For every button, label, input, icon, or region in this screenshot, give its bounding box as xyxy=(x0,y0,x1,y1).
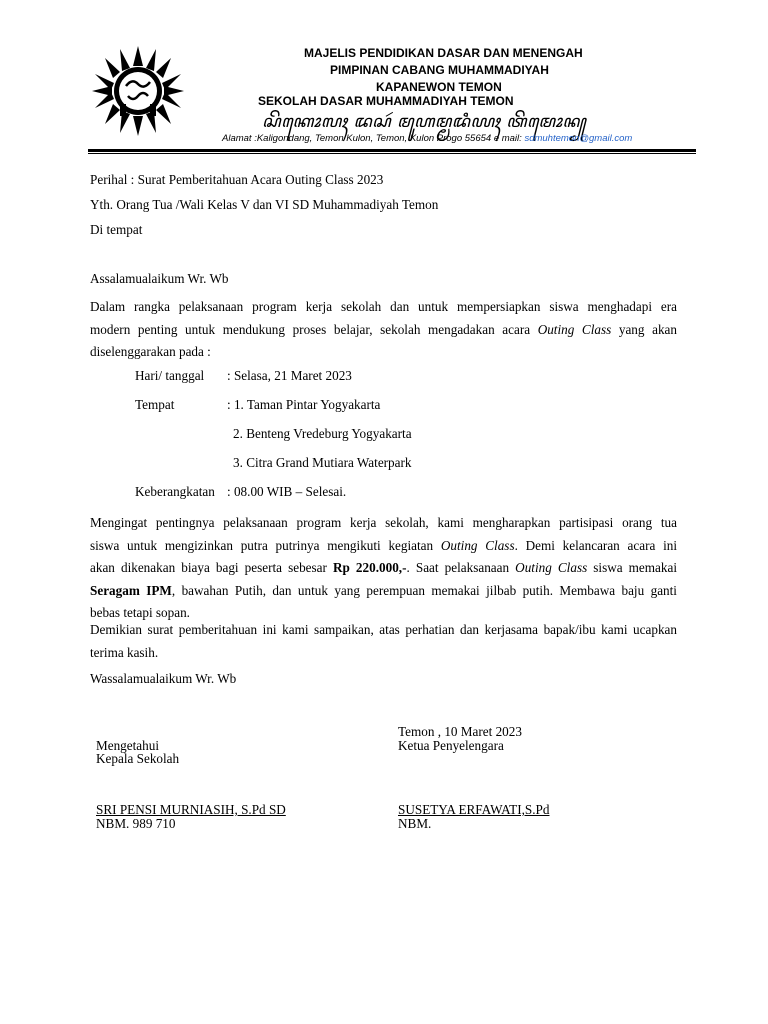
paragraph-line xyxy=(90,319,677,342)
tempat-item-1: : 1. Taman Pintar Yogyakarta xyxy=(227,397,381,412)
right-signer-name: SUSETYA ERFAWATI,S.Pd xyxy=(398,802,550,817)
uniform-name: Seragam IPM xyxy=(90,582,172,598)
text-italic: Outing Class xyxy=(440,537,515,553)
left-signer-id: NBM. 989 710 xyxy=(96,816,176,831)
text-run: . Demi kelancaran acara ini xyxy=(514,537,677,553)
left-signer-title1: Mengetahui xyxy=(96,738,159,753)
address-text: Alamat :Kaligondang, Temon Kulon, Temon, Kulon Progo 55654 e mail: xyxy=(222,133,525,144)
text-run: yang akan xyxy=(611,321,677,337)
text-italic: Outing Class xyxy=(537,321,612,337)
recipient-line: Yth. Orang Tua /Wali Kelas V dan VI SD Muhammadiyah Temon xyxy=(90,197,439,212)
keberangkatan-label: Keberangkatan xyxy=(135,484,215,499)
paragraph-line xyxy=(90,535,677,558)
header-rule-thin xyxy=(88,153,696,154)
email-link[interactable]: sdmuhtemon@gmail.com xyxy=(524,133,633,144)
tempat-label: Tempat xyxy=(135,397,175,412)
closing-greeting: Wassalamualaikum Wr. Wb xyxy=(90,671,237,686)
fee-amount: Rp 220.000,- xyxy=(332,560,407,575)
text-italic: Outing Class xyxy=(515,560,588,575)
right-signer-title: Ketua Penyelengara xyxy=(398,738,504,753)
keberangkatan-value: : 08.00 WIB – Selesai. xyxy=(227,484,347,499)
paragraph-line: Demikian surat pemberitahuan ini kami sampaikan, atas perhatian dan kerjasama bapak/ibu kami ucapkan xyxy=(90,622,677,637)
paragraph-line xyxy=(90,580,677,603)
school-address xyxy=(222,133,632,144)
left-signer-title2: Kepala Sekolah xyxy=(96,751,180,766)
paragraph-closing xyxy=(90,619,677,664)
place-date: Temon , 10 Maret 2023 xyxy=(398,724,522,739)
header-rule xyxy=(88,149,696,152)
paragraph-line: terima kasih. xyxy=(90,644,159,660)
hari-value: : Selasa, 21 Maret 2023 xyxy=(227,368,352,383)
paragraph-intro xyxy=(90,296,677,364)
javanese-script-name: ꦱꦼꦏꦺꦴꦭꦃ ꦢꦱꦂ ꦩꦸꦲꦩ꧀ꦩꦢꦶꦪꦃ ꦠꦼꦩꦺꦴꦤ꧀ xyxy=(262,112,587,132)
paragraph-participation xyxy=(90,512,677,625)
left-signer-name: SRI PENSI MURNIASIH, S.Pd SD xyxy=(96,802,286,817)
text-run: siswa untuk mengizinkan putra putrinya mengikuti kegiatan xyxy=(90,537,441,553)
text-run: , bawahan Putih, dan untuk yang perempuan memakai jilbab putih. Membawa baju ganti xyxy=(171,582,677,598)
right-signer-id: NBM. xyxy=(398,816,432,831)
paragraph-line: bebas tetapi sopan. xyxy=(90,605,190,620)
text-run: akan dikenakan biaya bagi peserta sebesar xyxy=(90,560,333,575)
text-run: modern penting untuk mendukung proses belajar, sekolah mengadakan acara xyxy=(90,321,538,337)
letterhead-line1: MAJELIS PENDIDIKAN DASAR DAN MENENGAH xyxy=(304,46,583,60)
hari-label: Hari/ tanggal xyxy=(135,368,205,383)
paragraph-line: Dalam rangka pelaksanaan program kerja sekolah dan untuk mempersiapkan siswa menghadapi era xyxy=(90,299,677,314)
perihal-line: Perihal : Surat Pemberitahuan Acara Outing Class 2023 xyxy=(90,172,384,187)
letterhead-line3: KAPANEWON TEMON xyxy=(376,80,502,94)
paragraph-line: Mengingat pentingnya pelaksanaan program kerja sekolah, kami mengharapkan partisipasi orang tua xyxy=(90,515,677,530)
tempat-item-3: 3. Citra Grand Mutiara Waterpark xyxy=(233,455,412,470)
greeting: Assalamualaikum Wr. Wb xyxy=(90,271,229,286)
text-run: . Saat pelaksanaan xyxy=(406,560,516,575)
paragraph-line xyxy=(90,557,677,580)
tempat-item-2: 2. Benteng Vredeburg Yogyakarta xyxy=(233,426,412,441)
di-tempat-line: Di tempat xyxy=(90,222,143,237)
letterhead-line2: PIMPINAN CABANG MUHAMMADIYAH xyxy=(330,63,549,77)
text-run: siswa memakai xyxy=(587,560,678,575)
muhammadiyah-logo xyxy=(90,44,186,138)
letterhead-school-name: SEKOLAH DASAR MUHAMMADIYAH TEMON xyxy=(258,94,514,108)
paragraph-line: diselenggarakan pada : xyxy=(90,344,211,359)
